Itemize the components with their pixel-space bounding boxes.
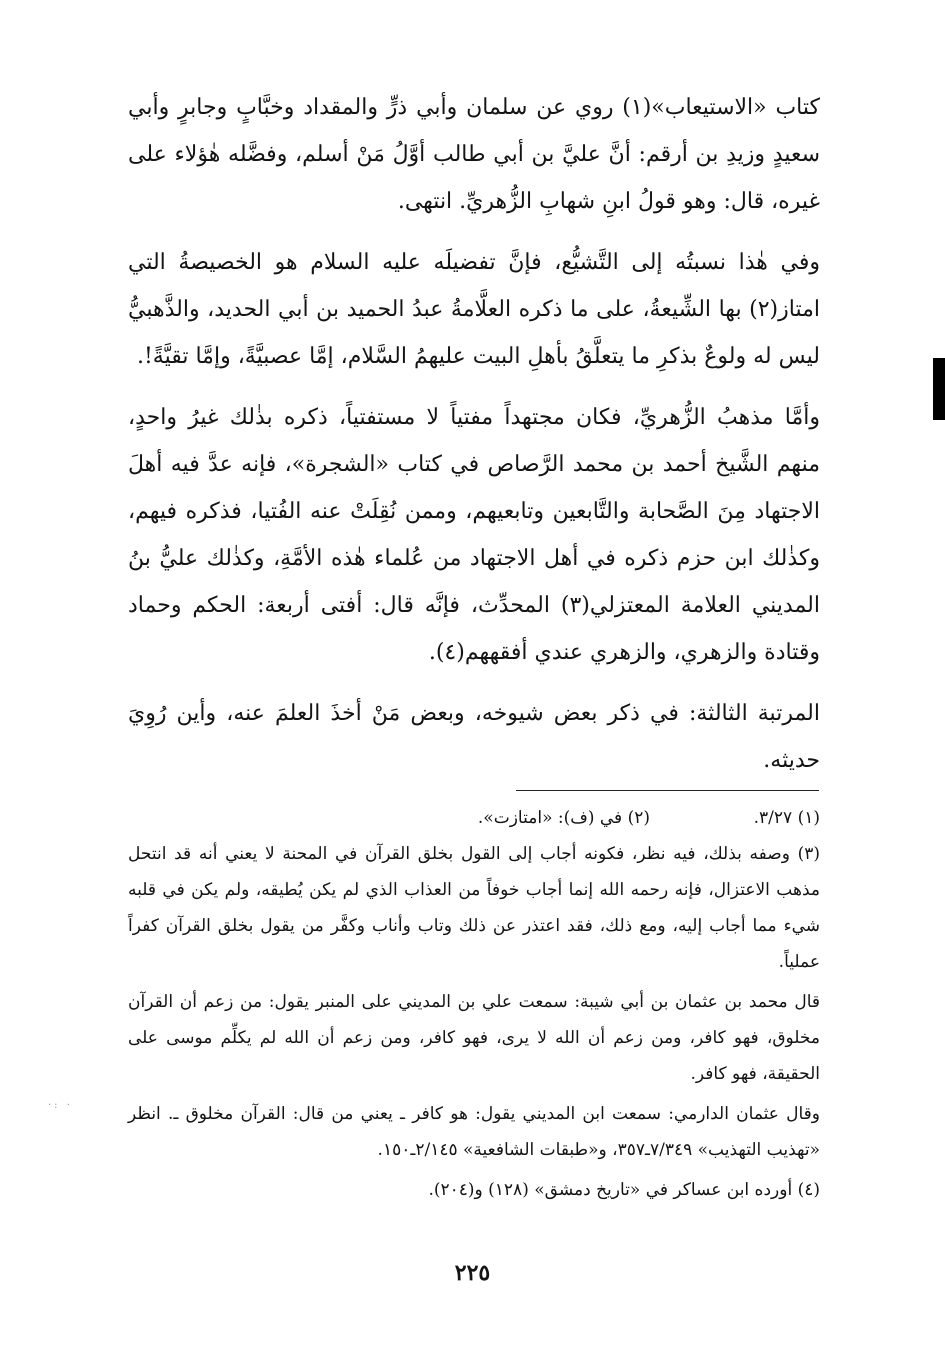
page-edge-tab-marker: [933, 358, 945, 420]
main-text: [128, 84, 820, 798]
footnote-4: (٤) أورده ابن عساكر في «تاريخ دمشق» (١٢٨) و(٢٠٤).: [428, 1180, 820, 1200]
paragraph-2: وفي هٰذا نسبتُه إلى التَّشيُّع، فإنَّ تفضيلَه عليه السلام هو الخصيصةُ التي امتاز(٢) بها الشِّيعةُ، على ما ذكره العلَّامةُ عبدُ الحميد بن أبي الحديد، والذَّهبيُّ ليس له ولوعٌ بذكرِ ما يتعلَّقُ بأهلِ البيت عليهمُ السَّلام، إمَّا عصبيَّةً، وإمَّا تقيَّةً!.: [128, 250, 820, 369]
page-number: ٢٢٥: [454, 1260, 491, 1286]
footnote-separator: [516, 790, 819, 791]
footnote-2: (٢) في (ف): «امتازت».: [477, 808, 650, 828]
footnote-row-1-2: [128, 800, 820, 836]
footnote-3-quote-2: وقال عثمان الدارمي: سمعت ابن المديني يقول: هو كافر ـ يعني من قال: القرآن مخلوق ـ. انظر «تهذيب التهذيب» ٧/٣٤٩ـ٣٥٧، و«طبقات الشافعية» ٢/١٤٥ـ١٥٠.: [128, 1104, 820, 1160]
paragraph-1: كتاب «الاستيعاب»(١) روي عن سلمان وأبي ذرٍّ والمقداد وخبَّابٍ وجابرٍ وأبي سعيدٍ وزيدِ بن أرقم: أنَّ عليَّ بن أبي طالب أوَّلُ مَنْ أسلم، وفضَّله هٰؤلاء على غيره، قال: وهو قولُ ابنِ شهابِ الزُّهريِّ. انتهى.: [128, 95, 820, 214]
footnote-1: (١) ٣/٢٧.: [753, 808, 820, 828]
footnote-3-quote-1: قال محمد بن عثمان بن أبي شيبة: سمعت علي بن المديني على المنبر يقول: من زعم أن القرآن مخلوق، فهو كافر، ومن زعم أن الله لا يرى، فهو كافر، ومن زعم أن الله لم يكلِّم موسى على الحقيقة، فهو كافر.: [128, 992, 820, 1084]
paragraph-4: المرتبة الثالثة: في ذكر بعض شيوخه، وبعض مَنْ أخذَ العلمَ عنه، وأين رُوِيَ حديثه.: [128, 701, 820, 773]
footnote-3: (٣) وصفه بذلك، فيه نظر، فكونه أجاب إلى القول بخلق القرآن في المحنة لا يعني أنه قد انتحل مذهب الاعتزال، فإنه رحمه الله إنما أجاب خوفاً من العذاب الذي لم يكن يُطيقه، ولم يكن في قلبه شيء مما أجاب إليه، ومع ذلك، فقد اعتذر عن ذلك وتاب وأناب وكفَّر من يقول بخلق القرآن كفراً عملياً.: [128, 844, 820, 972]
footnotes: [128, 800, 820, 1212]
scan-specks: ·: ·: [48, 1100, 73, 1111]
paragraph-3: وأمَّا مذهبُ الزُّهريِّ، فكان مجتهداً مفتياً لا مستفتياً، ذكره بذٰلك غيرُ واحدٍ، منهم الشَّيخ أحمد بن محمد الرَّصاص في كتاب «الشجرة»، فإنه عدَّ فيه أهلَ الاجتهاد مِنَ الصَّحابة والتَّابعين وتابعيهم، وممن نُقِلَتْ عنه الفُتيا، فذكره فيهم، وكذٰلك ابن حزم ذكره في أهل الاجتهاد من عُلماء هٰذه الأمَّةِ، وكذٰلك عليُّ بنُ المديني العلامة المعتزلي(٣) المحدِّث، فإنَّه قال: أفتى أربعة: الحكم وحماد وقتادة والزهري، والزهري عندي أفقههم(٤).: [128, 405, 820, 665]
